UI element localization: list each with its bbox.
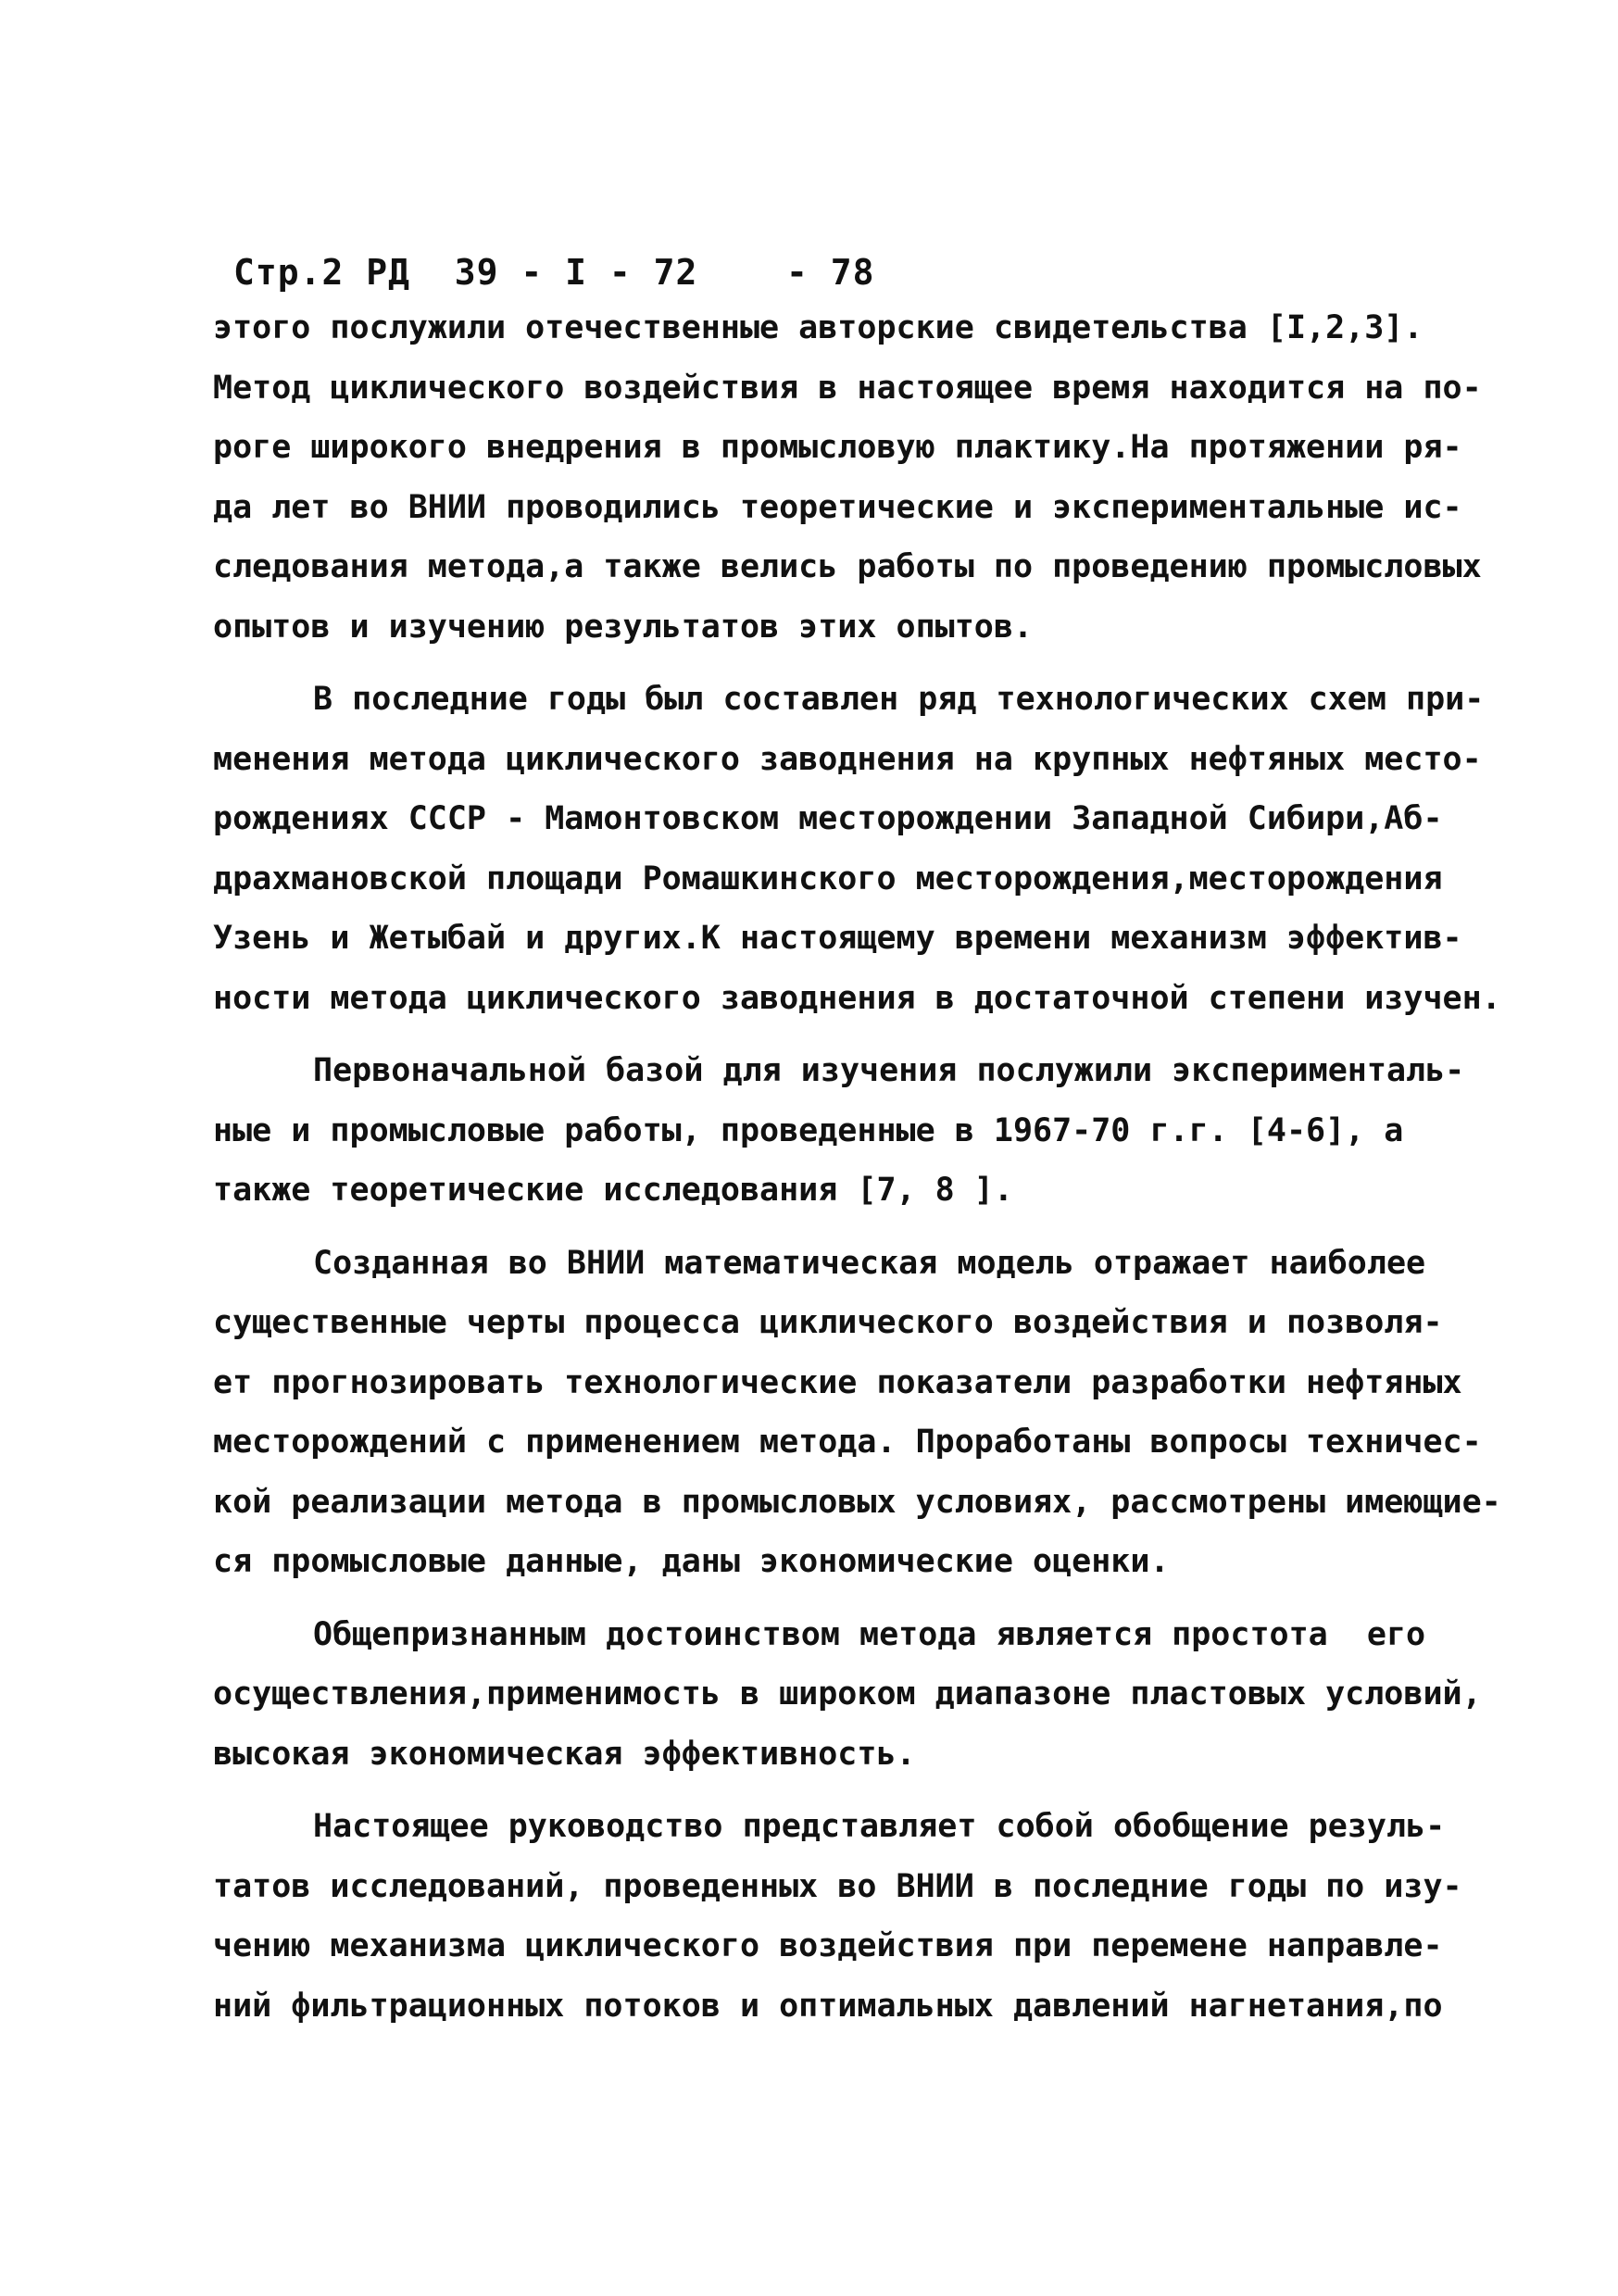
text-line: осуществления,применимость в широком диапазоне пластовых условий, xyxy=(213,1675,1482,1713)
text-line: Метод циклического воздействия в настоящее время находится на по- xyxy=(213,369,1482,407)
text-line: опытов и изучению результатов этих опытов. xyxy=(213,608,1034,646)
text-line: ся промысловые данные, даны экономические оценки. xyxy=(213,1543,1170,1580)
text-line: роге широкого внедрения в промысловую плактику.На протяжении ря- xyxy=(213,429,1462,466)
text-line: этого послужили отечественные авторские свидетельства [I,2,3]. xyxy=(213,309,1424,346)
text-line: татов исследований, проведенных во ВНИИ в последние годы по изу- xyxy=(213,1867,1462,1905)
document-body xyxy=(213,298,1501,2036)
text-line: кой реализации метода в промысловых условиях, рассмотрены имеющие- xyxy=(213,1483,1501,1521)
text-line: Первоначальной базой для изучения послужили эксперименталь- xyxy=(313,1052,1465,1089)
text-line: да лет во ВНИИ проводились теоретические и экспериментальные ис- xyxy=(213,488,1462,526)
text-line: чению механизма циклического воздействия при перемене направле- xyxy=(213,1927,1443,1964)
text-line: также теоретические исследования [7, 8 ]. xyxy=(213,1172,1013,1209)
text-line: Настоящее руководство представляет собой обобщение резуль- xyxy=(313,1808,1446,1845)
text-line: месторождений с применением метода. Проработаны вопросы техничес- xyxy=(213,1424,1482,1461)
text-line: Узень и Жетыбай и других.К настоящему времени механизм эффектив- xyxy=(213,920,1462,957)
text-line: драхмановской площади Ромашкинского месторождения,месторождения xyxy=(213,859,1443,897)
text-line: менения метода циклического заводнения на крупных нефтяных место- xyxy=(213,740,1482,778)
text-line: Общепризнанным достоинством метода является простота его xyxy=(313,1615,1426,1653)
text-line: ные и промысловые работы, проведенные в 1967-70 г.г. [4-6], а xyxy=(213,1111,1404,1149)
text-line: В последние годы был составлен ряд технологических схем при- xyxy=(313,681,1485,718)
text-line: высокая экономическая эффективность. xyxy=(213,1735,916,1773)
text-line: ний фильтрационных потоков и оптимальных давлений нагнетания,по xyxy=(213,1987,1443,2025)
text-line: рождениях СССР - Мамонтовском месторождении Западной Сибири,Аб- xyxy=(213,800,1443,837)
text-line: ет прогнозировать технологические показатели разработки нефтяных xyxy=(213,1363,1462,1401)
text-line: ности метода циклического заводнения в достаточной степени изучен. xyxy=(213,979,1501,1017)
page-header: Стр.2 РД 39 - I - 72 - 78 xyxy=(233,252,875,293)
text-line: Созданная во ВНИИ математическая модель отражает наиболее xyxy=(313,1244,1426,1282)
text-line: следования метода,а также велись работы по проведению промысловых xyxy=(213,548,1482,585)
text-line: существенные черты процесса циклического воздействия и позволя- xyxy=(213,1304,1443,1341)
